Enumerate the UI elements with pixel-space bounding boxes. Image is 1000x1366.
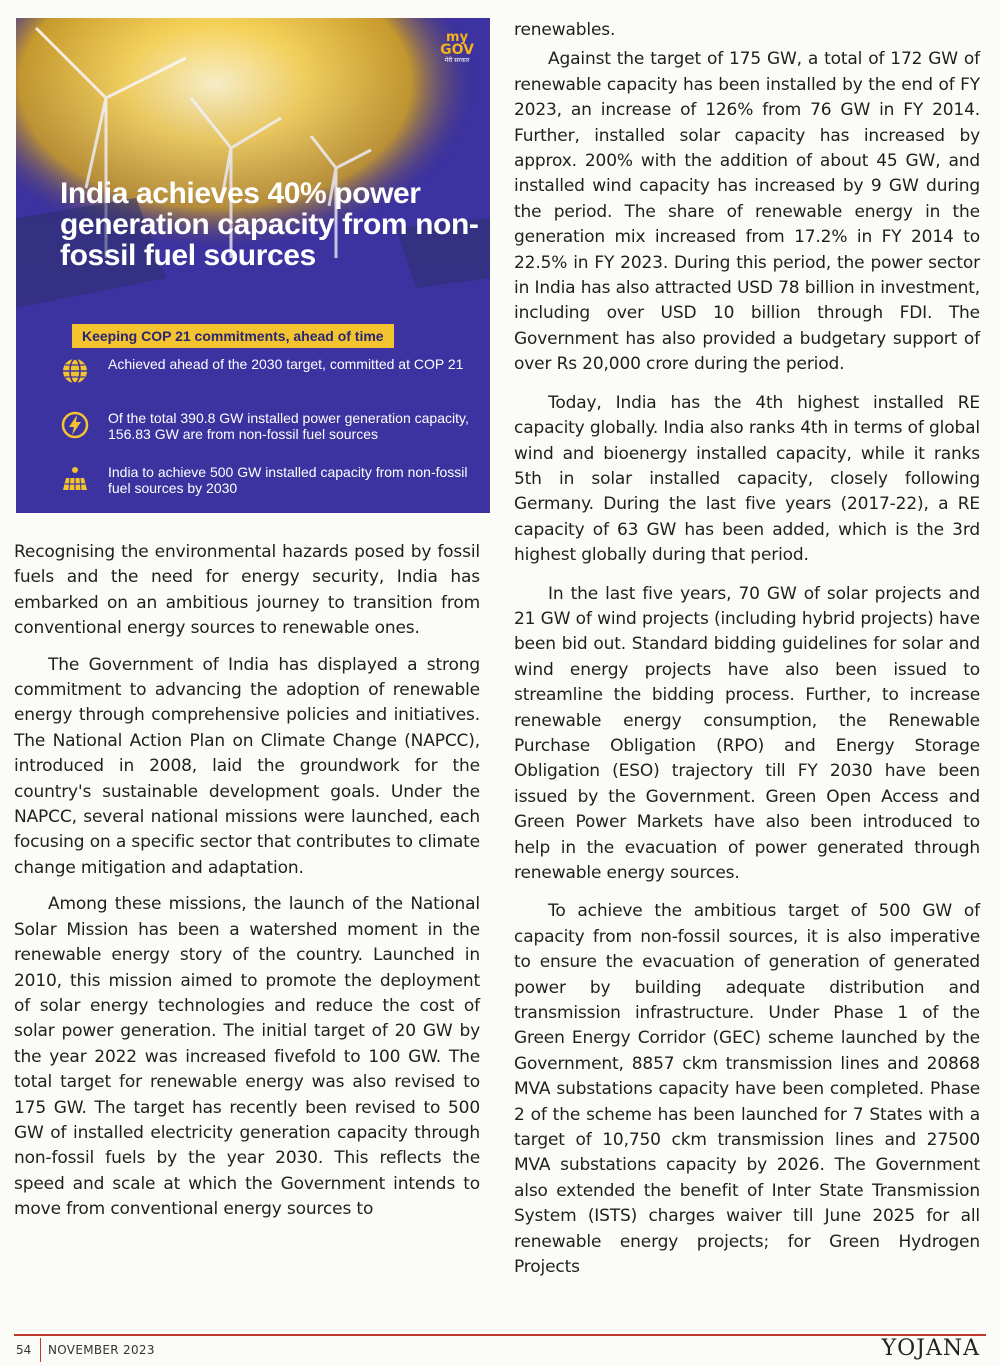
mygov-logo	[440, 32, 474, 65]
page-number: 54	[16, 1343, 32, 1357]
paragraph: Today, India has the 4th highest installed RE capacity globally. India also ranks 4th in terms of global wind and bioenergy installed capacity, while it ranks 5th in solar installed capacity, closely following Germany. During the last five years (2017-22), a RE capacity of 63 GW has been added, which is the 3rd highest globally during that period.	[514, 392, 980, 566]
right-column	[514, 18, 980, 1294]
poster-point-1	[60, 356, 480, 386]
infographic-poster	[16, 18, 490, 513]
poster-point-2	[60, 410, 480, 442]
footer-divider	[40, 1338, 41, 1362]
poster-point-3	[60, 464, 480, 496]
left-column	[14, 540, 480, 1234]
magazine-name: YOJANA	[881, 1336, 980, 1361]
logo-hindi-text: मेरी सरकार	[444, 57, 470, 64]
paragraph: Against the target of 175 GW, a total of 172 GW of renewable capacity has been installed by the end of FY 2023, an increase of 126% from 76 GW in FY 2014. Further, installed solar capacity has increased by approx. 200% with the addition of about 45 GW, and installed wind capacity has increased by 9 GW during the period. The share of renewable energy in the generation mix increased from 17.2% in FY 2014 to 22.5% in FY 2023. During this period, the power sector in India has also attracted USD 78 billion in investment, including over USD 10 billion through FDI. The Government has also provided a budgetary support of over Rs 20,000 crore during the period.	[514, 49, 980, 375]
paragraph: To achieve the ambitious target of 500 GW of capacity from non-fossil sources, it is also imperative to ensure the evacuation of generation of generated power by building adequate distribution and transmission infrastructure. Under Phase 1 of the Green Energy Corridor (GEC) scheme launched by the Government, 8857 ckm transmission lines and 20868 MVA substations capacity have been completed. Phase 2 of the scheme has been launched for 7 States with a target of 10,750 ckm transmission lines and 27500 MVA substations capacity by 2026. The Government also extended the benefit of Inter State Transmission System (ISTS) charges waiver till June 2025 for all renewable energy projects; for Green Hydrogen Projects	[514, 901, 980, 1278]
poster-point-text: India to achieve 500 GW installed capacity from non-fossil fuel sources by 2030	[108, 464, 468, 496]
paragraph: Recognising the environmental hazards posed by fossil fuels and the need for energy security, India has embarked on an ambitious journey to transition from conventional energy sources to renewable ones.	[14, 542, 480, 639]
footer-rule	[14, 1334, 986, 1336]
paragraph: The Government of India has displayed a strong commitment to advancing the adoption of renewable energy through comprehensive policies and initiatives. The National Action Plan on Climate Change (NAPCC), introduced in 2008, laid the groundwork for the country's sustainable development goals. Under the NAPCC, several national missions were launched, each focusing on a specific sector that contributes to climate change mitigation and adaptation.	[14, 654, 480, 878]
logo-my-text: my	[446, 30, 469, 45]
solar-panel-icon	[60, 464, 90, 494]
globe-icon	[60, 356, 90, 386]
paragraph: renewables.	[514, 20, 616, 40]
poster-tagline: Keeping COP 21 commitments, ahead of time	[72, 324, 394, 348]
paragraph: In the last five years, 70 GW of solar projects and 21 GW of wind projects (including hybrid projects) have been bid out. Standard bidding guidelines for solar and wind energy projects have also been issued to streamline the bidding process. Further, to increase renewable energy consumption, the Renewable Purchase Obligation (RPO) and Energy Storage Obligation (ESO) trajectory till FY 2030 have been issued by the Government. Green Open Access and Green Power Markets have also been introduced to help in the evacuation of power generated through renewable energy sources.	[514, 583, 980, 883]
paragraph: Among these missions, the launch of the National Solar Mission has been a watershed moment in the renewable energy story of the country. Launched in 2010, this mission aimed to promote the deployment of solar energy technologies and reduce the cost of solar power generation. The initial target of 20 GW by the year 2022 was increased fivefold to 100 GW. The total target for renewable energy was also revised to 175 GW. The target has recently been revised to 500 GW of installed electricity generation capacity through non-fossil fuels by the year 2030. This reflects the speed and scale at which the Government intends to move from conventional energy sources to	[14, 894, 480, 1220]
poster-point-text: Of the total 390.8 GW installed power generation capacity, 156.83 GW are from non-fossil fuel sources	[108, 410, 469, 442]
issue-date: NOVEMBER 2023	[48, 1343, 155, 1357]
poster-point-text: Achieved ahead of the 2030 target, committed at COP 21	[108, 356, 464, 372]
logo-gov-text: GOV	[440, 42, 474, 58]
lightning-icon	[60, 410, 90, 440]
poster-headline: India achieves 40% power generation capacity from non-fossil fuel sources	[60, 177, 479, 272]
